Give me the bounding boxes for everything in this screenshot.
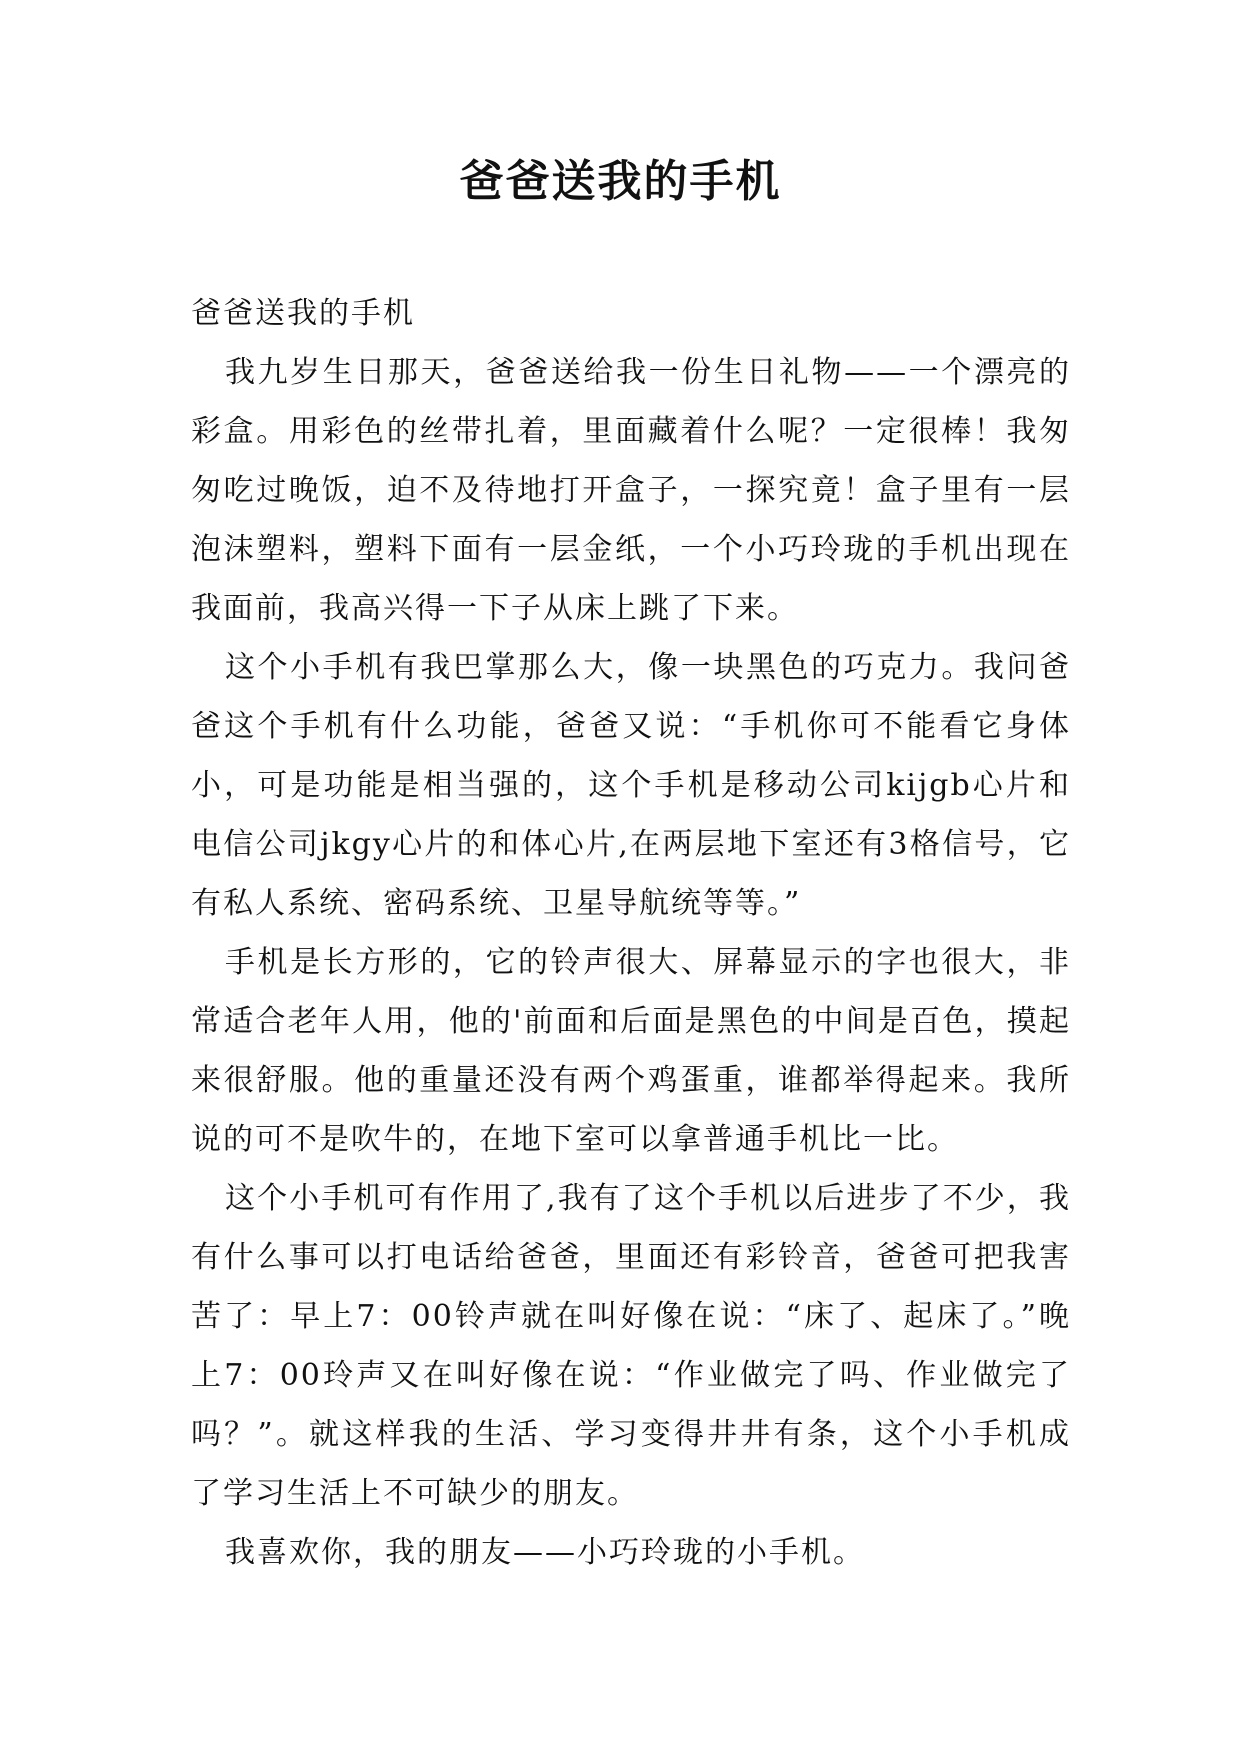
document-body [191, 284, 1071, 1582]
document-title: 爸爸送我的手机 [459, 156, 782, 207]
paragraph-1: 我九岁生日那天，爸爸送给我一份生日礼物——一个漂亮的彩盒。用彩色的丝带扎着，里面藏着什么呢？一定很棒！我匆匆吃过晚饭，迫不及待地打开盒子，一探究竟！盒子里有一层泡沫塑料，塑料下面有一层金纸，一个小巧玲珑的手机出现在我面前，我高兴得一下子从床上跳了下来。 [191, 355, 1071, 626]
paragraph-4: 这个小手机可有作用了,我有了这个手机以后进步了不少，我有什么事可以打电话给爸爸，里面还有彩铃音，爸爸可把我害苦了：早上7：00铃声就在叫好像在说：“床了、起床了。”晚上7：00玲声又在叫好像在说：“作业做完了吗、作业做完了吗？”。就这样我的生活、学习变得井井有条，这个小手机成了学习生活上不可缺少的朋友。 [191, 1181, 1071, 1511]
paragraph-5: 我喜欢你，我的朋友——小巧玲珑的小手机。 [225, 1535, 865, 1570]
paragraph-3: 手机是长方形的，它的铃声很大、屏幕显示的字也很大，非常适合老年人用，他的'前面和后面是黑色的中间是百色，摸起来很舒服。他的重量还没有两个鸡蛋重，谁都举得起来。我所说的可不是吹牛的，在地下室可以拿普通手机比一比。 [191, 945, 1071, 1157]
paragraph-2: 这个小手机有我巴掌那么大，像一块黑色的巧克力。我问爸爸这个手机有什么功能，爸爸又说：“手机你可不能看它身体小，可是功能是相当强的，这个手机是移动公司kijgb心片和电信公司jkgy心片的和体心片,在两层地下室还有3格信号，它有私人系统、密码系统、卫星导航统等等。” [191, 650, 1071, 921]
document-subtitle: 爸爸送我的手机 [191, 296, 415, 331]
